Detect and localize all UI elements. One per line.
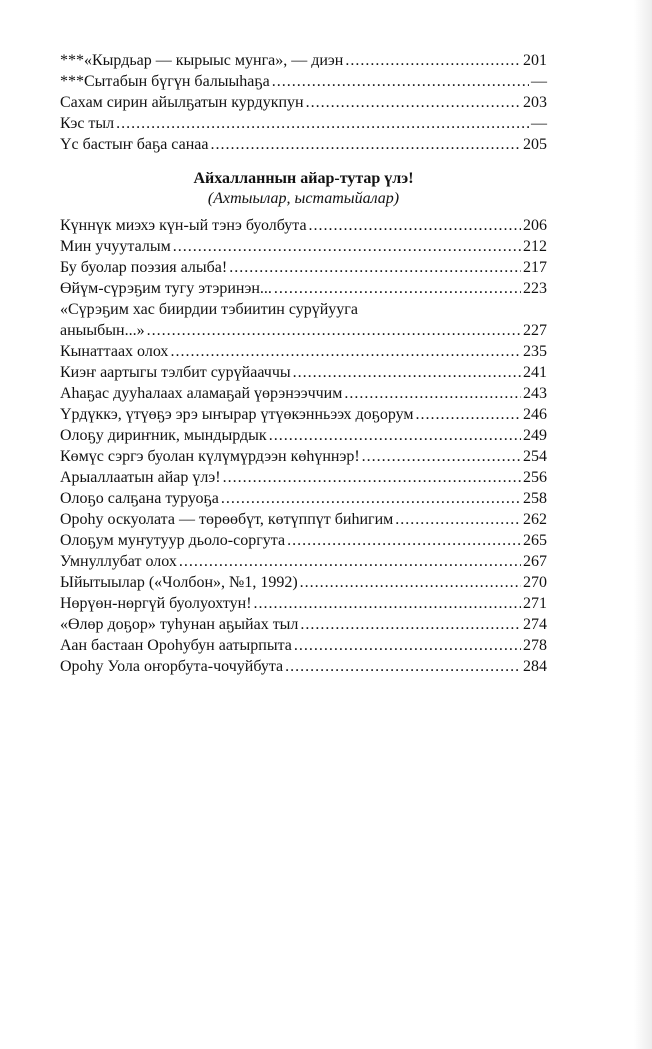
toc-entry-title: Көмүс сэргэ буолан күлүмүрдээн көһүннэр! xyxy=(60,448,360,465)
dot-leader xyxy=(210,134,521,155)
toc-page-number: 223 xyxy=(523,280,547,297)
toc-entry-title: Бу буолар поэзия алыба! xyxy=(60,259,228,276)
dot-leader xyxy=(269,425,521,446)
toc-entry xyxy=(60,656,547,677)
toc-page-number: 246 xyxy=(523,406,547,423)
toc-page-number: 205 xyxy=(523,136,547,153)
dot-leader xyxy=(254,593,521,614)
toc-entry xyxy=(60,488,547,509)
section-subtitle-paren: ( xyxy=(207,190,214,207)
toc-entry xyxy=(60,236,547,257)
toc-page-number: 270 xyxy=(523,574,547,591)
toc-entry-title: Умнуллубат олох xyxy=(60,553,177,570)
dot-leader xyxy=(274,278,521,299)
toc-entry xyxy=(60,551,547,572)
dot-leader xyxy=(294,635,521,656)
toc-page-number: 258 xyxy=(523,490,547,507)
toc-page-number: 284 xyxy=(523,658,547,675)
toc-page-number: 243 xyxy=(523,385,547,402)
toc-page-number: 217 xyxy=(523,259,547,276)
toc-entry-title: Нөрүөн-нөргүй буолуохтун! xyxy=(60,595,252,612)
toc-entry xyxy=(60,113,547,134)
toc-page-number: — xyxy=(531,115,547,132)
toc-entry-title: Ороһу оскуолата — төрөөбүт, көтүппүт биһигим xyxy=(60,511,394,528)
toc-page-number: 254 xyxy=(523,448,547,465)
toc-entry-title: Кынаттаах олох xyxy=(60,343,169,360)
toc-entry-title: Үс бастыҥ баҕа санаа xyxy=(60,136,209,153)
dot-leader xyxy=(287,530,521,551)
toc-entry xyxy=(60,362,547,383)
toc-entry-title: Арыаллаатын айар үлэ! xyxy=(60,469,221,486)
toc-entry xyxy=(60,593,547,614)
toc-page-number: 212 xyxy=(523,238,547,255)
toc-entry-title: Кэс тыл xyxy=(60,115,115,132)
toc-entry-title: Олоҕу дириҥник, мындырдык xyxy=(60,427,267,444)
toc-page-number: 256 xyxy=(523,469,547,486)
page-edge-shadow xyxy=(634,0,652,1049)
dot-leader xyxy=(179,551,521,572)
toc-section-1 xyxy=(60,50,547,155)
toc-page-number: 241 xyxy=(523,364,547,381)
toc-section-2-part-b xyxy=(60,341,547,677)
dot-leader xyxy=(300,614,521,635)
toc-entry-title: Аһаҕас дууһалаах аламаҕай үөрэнээччим xyxy=(60,385,343,402)
dot-leader xyxy=(293,362,521,383)
dot-leader xyxy=(173,236,521,257)
toc-page-number: 206 xyxy=(523,217,547,234)
toc-entry xyxy=(60,614,547,635)
section-title: Айхалланнын айар-тутар үлэ! xyxy=(193,170,414,187)
toc-entry-title: Ыйытыылар («Чолбон», №1, 1992) xyxy=(60,574,298,591)
toc-page-number: 267 xyxy=(523,553,547,570)
toc-entry-title: Ороһу Уола оҥорбута-чочуйбута xyxy=(60,658,284,675)
dot-leader xyxy=(116,113,529,134)
toc-entry xyxy=(60,425,547,446)
toc-entry-title-line2: аныыбын...» xyxy=(60,322,145,339)
toc-entry xyxy=(60,92,547,113)
toc-page-number: 249 xyxy=(523,427,547,444)
toc-entry-title: Өйүм-сүрэҕим тугу этэринэн... xyxy=(60,280,272,297)
dot-leader xyxy=(344,383,521,404)
toc-page-number: 278 xyxy=(523,637,547,654)
dot-leader xyxy=(223,467,521,488)
section-subtitle-text: Ахтыылар, ыстатыйалар) xyxy=(213,190,400,207)
toc-entry xyxy=(60,50,547,71)
toc-entry-line2 xyxy=(60,320,547,341)
toc-page-number: 227 xyxy=(523,322,547,339)
toc-entry xyxy=(60,341,547,362)
dot-leader xyxy=(309,215,521,236)
dot-leader xyxy=(395,509,521,530)
toc-page-number: 235 xyxy=(523,343,547,360)
dot-leader xyxy=(345,50,521,71)
toc-page-number: — xyxy=(531,73,547,90)
toc-entry xyxy=(60,383,547,404)
toc-section-2-part-a xyxy=(60,215,547,299)
dot-leader xyxy=(147,320,521,341)
toc-entry xyxy=(60,509,547,530)
toc-entry-title: ***Сытабын бүгүн балыыһаҕа xyxy=(60,73,270,90)
toc-entry-title: Киэҥ аартыгы тэлбит сурүйааччы xyxy=(60,364,291,381)
toc-page-number: 271 xyxy=(523,595,547,612)
dot-leader xyxy=(416,404,521,425)
toc-entry xyxy=(60,278,547,299)
toc-entry-title: Күннүк миэхэ күн-ый тэнэ буолбута xyxy=(60,217,307,234)
section-subtitle xyxy=(60,189,547,209)
toc-entry xyxy=(60,257,547,278)
toc-entry-title-line1: «Сүрэҕим хас биирдии тэбиитин сурүйууга xyxy=(60,301,358,318)
toc-entry xyxy=(60,71,547,92)
table-of-contents xyxy=(60,50,547,677)
dot-leader xyxy=(306,92,521,113)
toc-entry xyxy=(60,572,547,593)
dot-leader xyxy=(285,656,521,677)
toc-entry-title: ***«Кырдьар — кырыыс мунга», — диэн xyxy=(60,52,344,69)
toc-entry-title: Үрдүккэ, үтүөҕэ эрэ ыҥырар үтүөкэнньээх доҕорум xyxy=(60,406,414,423)
dot-leader xyxy=(229,257,521,278)
toc-page-number: 265 xyxy=(523,532,547,549)
toc-entry xyxy=(60,530,547,551)
toc-entry-title: Мин учууталым xyxy=(60,238,171,255)
toc-entry-wrapped xyxy=(60,299,547,341)
toc-entry xyxy=(60,467,547,488)
toc-page-number: 203 xyxy=(523,94,547,111)
toc-entry-title: «Өлөр доҕор» туһунан аҕыйах тыл xyxy=(60,616,299,633)
dot-leader xyxy=(221,488,521,509)
toc-entry xyxy=(60,215,547,236)
toc-entry-title: Сахам сирин айылҕатын курдукпун xyxy=(60,94,304,111)
toc-entry xyxy=(60,134,547,155)
toc-page-number: 262 xyxy=(523,511,547,528)
toc-entry-title: Аан бастаан Ороһубун аатырпыта xyxy=(60,637,292,654)
toc-entry-title: Олоҕум муҥутуур дьоло-соргута xyxy=(60,532,286,549)
toc-entry-title: Олоҕо салҕана туруоҕа xyxy=(60,490,219,507)
dot-leader xyxy=(170,341,521,362)
dot-leader xyxy=(300,572,521,593)
toc-entry xyxy=(60,404,547,425)
section-heading-block xyxy=(60,169,547,209)
toc-page-number: 274 xyxy=(523,616,547,633)
toc-entry xyxy=(60,635,547,656)
toc-entry xyxy=(60,446,547,467)
dot-leader xyxy=(272,71,529,92)
toc-page-number: 201 xyxy=(523,52,547,69)
dot-leader xyxy=(362,446,521,467)
